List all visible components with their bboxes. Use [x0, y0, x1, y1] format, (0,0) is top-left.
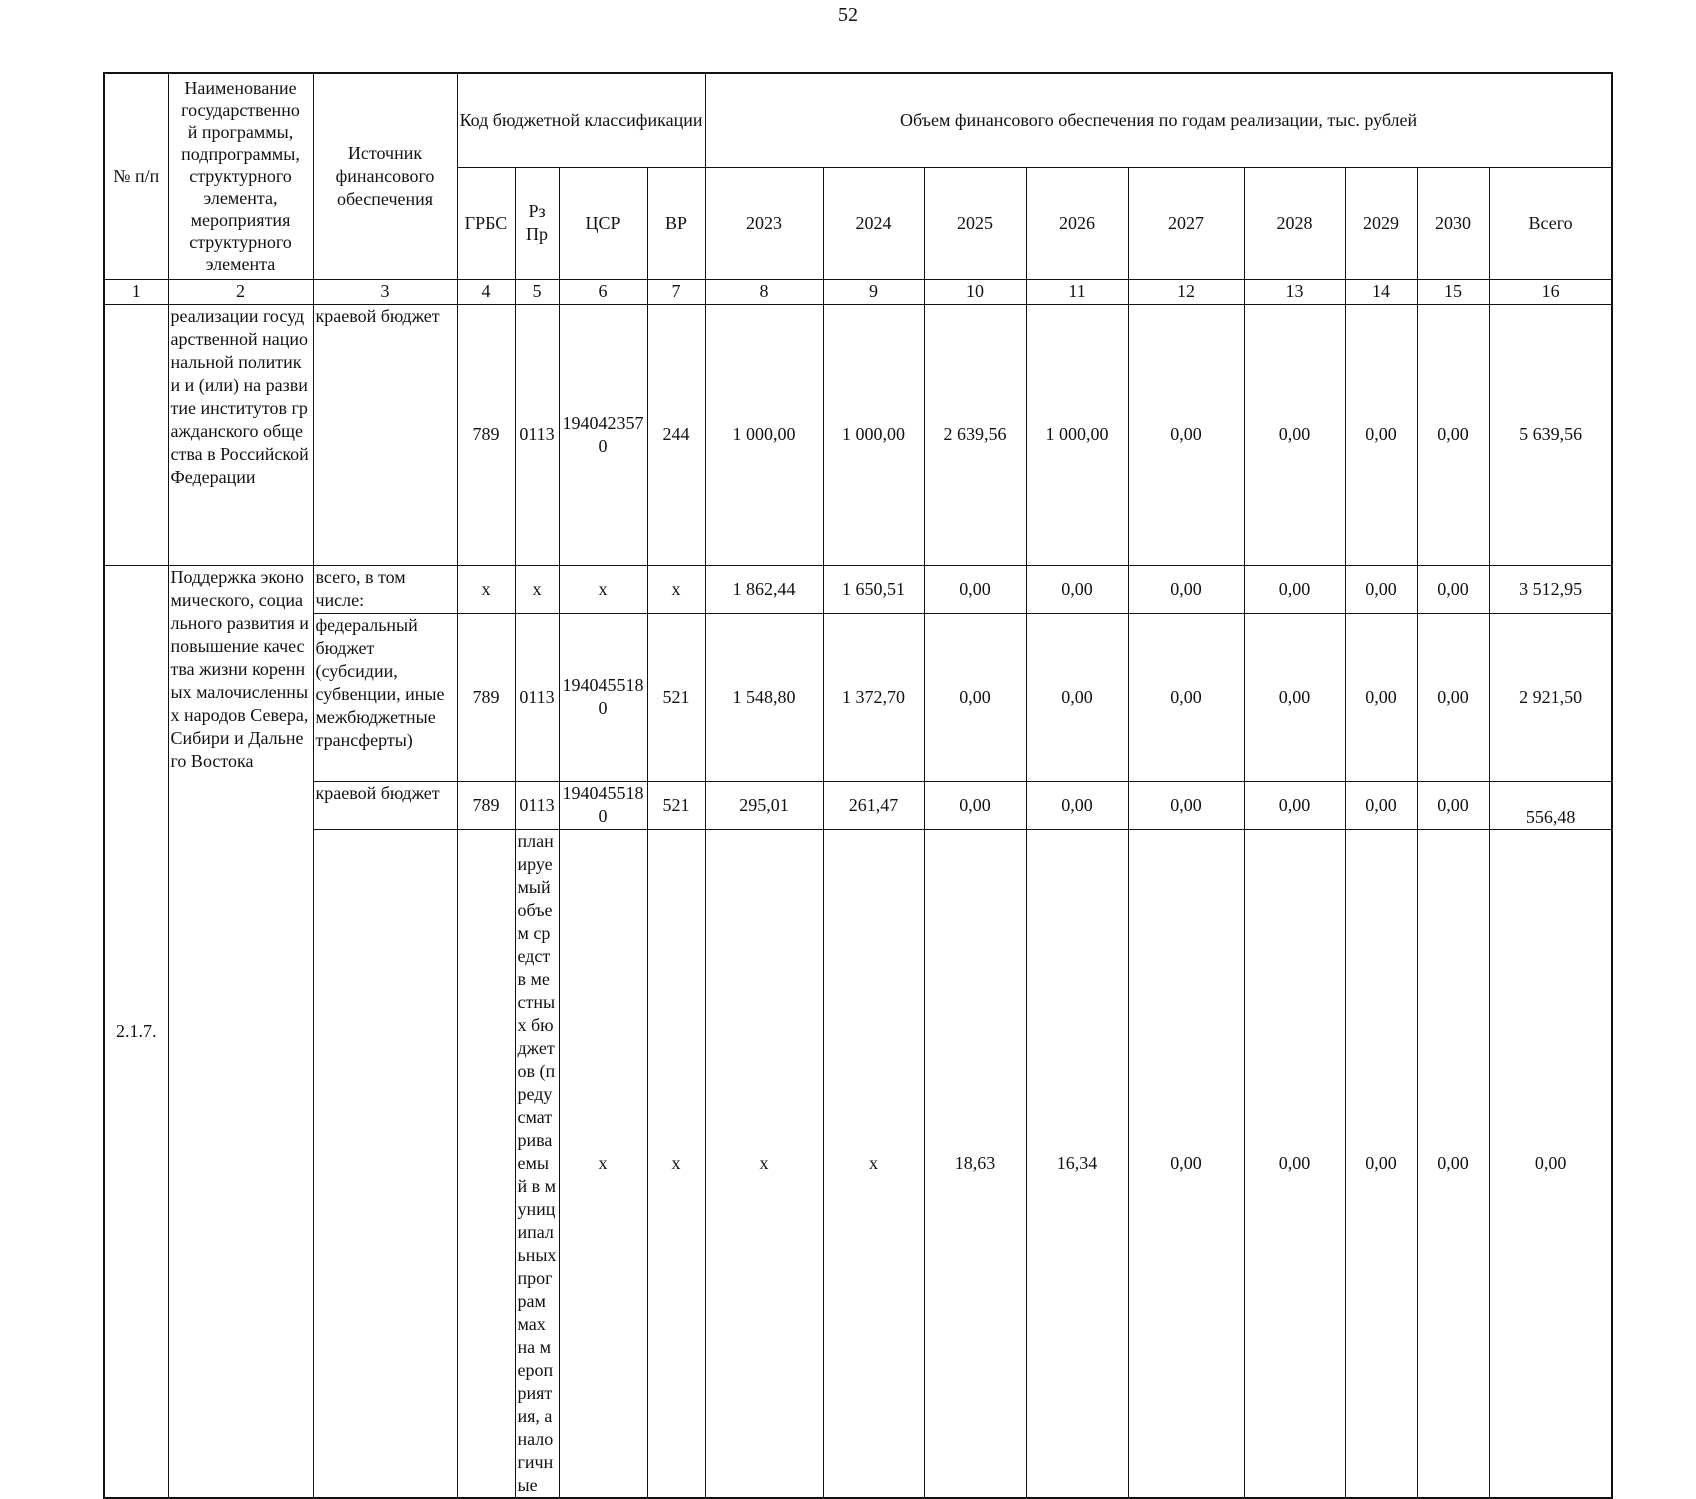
header-name-line: элемента	[205, 254, 276, 275]
header-volume-group: Объем финансового обеспечения по годам реализации, тыс. рублей	[705, 73, 1612, 167]
index-cell: 12	[1128, 279, 1244, 304]
row-num: 2.1.7.	[104, 565, 168, 1498]
header-year: 2025	[924, 167, 1026, 279]
header-name-line: й программы,	[187, 122, 294, 143]
index-cell: 16	[1489, 279, 1612, 304]
cell-value: 0,00	[1128, 565, 1244, 613]
row-source: всего, в том числе:	[313, 565, 457, 613]
index-cell: 10	[924, 279, 1026, 304]
index-cell: 6	[559, 279, 647, 304]
header-rzpr: Рз Пр	[515, 167, 559, 279]
header-year: 2023	[705, 167, 823, 279]
header-vr: ВР	[647, 167, 705, 279]
cell-value: 0,00	[1244, 304, 1345, 565]
index-cell: 15	[1417, 279, 1489, 304]
header-code-group: Код бюджетной классификации	[457, 73, 705, 167]
cell-value: 2 639,56	[924, 304, 1026, 565]
header-row	[104, 73, 1612, 167]
header-grbs: ГРБС	[457, 167, 515, 279]
header-name-line: структурного	[189, 232, 292, 253]
cell-grbs: х	[457, 565, 515, 613]
cell-value: 295,01	[705, 781, 823, 829]
cell-rzpr: 0113	[515, 781, 559, 829]
header-name	[168, 73, 313, 279]
index-cell: 2	[168, 279, 313, 304]
cell-value: 16,34	[1026, 829, 1128, 1498]
cell-vr: х	[823, 829, 924, 1498]
cell-value: 0,00	[1345, 565, 1417, 613]
cell-vr: 521	[647, 613, 705, 781]
index-cell: 3	[313, 279, 457, 304]
header-csr: ЦСР	[559, 167, 647, 279]
cell-value: 0,00	[1417, 304, 1489, 565]
cell-value: 0,00	[924, 781, 1026, 829]
cell-csr: 1940455180	[559, 781, 647, 829]
cell-value: 0,00	[924, 565, 1026, 613]
cell-value: 1 650,51	[823, 565, 924, 613]
cell-value: 261,47	[823, 781, 924, 829]
table-row	[104, 829, 1612, 1498]
budget-table	[103, 72, 1613, 1499]
cell-rzpr: х	[647, 829, 705, 1498]
cell-value: 0,00	[1417, 829, 1489, 1498]
cell-value: 0,00	[1128, 829, 1244, 1498]
cell-value: 0,00	[1345, 781, 1417, 829]
table-row	[104, 304, 1612, 565]
cell-value: 1 000,00	[705, 304, 823, 565]
cell-grbs: 789	[457, 304, 515, 565]
cell-value: 0,00	[924, 613, 1026, 781]
cell-rzpr: 0113	[515, 304, 559, 565]
cell-value: 1 862,44	[705, 565, 823, 613]
table-row	[104, 565, 1612, 613]
cell-rzpr: 0113	[515, 613, 559, 781]
cell-value: 0,00	[1128, 304, 1244, 565]
header-year: 2028	[1244, 167, 1345, 279]
index-cell: 4	[457, 279, 515, 304]
index-cell: 7	[647, 279, 705, 304]
cell-value: 0,00	[1128, 781, 1244, 829]
header-year: 2026	[1026, 167, 1128, 279]
row-source: федеральный бюджет (субсидии, субвенции, иные межбюджетные трансферты)	[313, 613, 457, 781]
cell-csr: х	[559, 565, 647, 613]
cell-csr: 1940423570	[559, 304, 647, 565]
row-num	[104, 304, 168, 565]
cell-value: 1 372,70	[823, 613, 924, 781]
table-row	[104, 781, 1612, 829]
cell-value: 0,00	[1026, 565, 1128, 613]
header-total: Всего	[1489, 167, 1612, 279]
cell-value: 0,00	[1026, 613, 1128, 781]
cell-value: 1 000,00	[823, 304, 924, 565]
index-cell: 1	[104, 279, 168, 304]
row-num	[313, 829, 457, 1498]
header-name-line: структурного	[189, 166, 292, 187]
index-cell: 9	[823, 279, 924, 304]
cell-csr: х	[705, 829, 823, 1498]
cell-total: 2 921,50	[1489, 613, 1612, 781]
cell-csr: 1940455180	[559, 613, 647, 781]
cell-total: 5 639,56	[1489, 304, 1612, 565]
cell-value: 0,00	[1417, 781, 1489, 829]
cell-grbs: 789	[457, 613, 515, 781]
cell-vr: х	[647, 565, 705, 613]
row-source: краевой бюджет	[313, 781, 457, 829]
header-name-line: мероприятия	[190, 210, 291, 231]
cell-value: 1 548,80	[705, 613, 823, 781]
cell-value: 0,00	[1345, 613, 1417, 781]
header-source: Источник финансового обеспечения	[313, 73, 457, 279]
row-name: Поддержка экономического, социального развития и повышение качества жизни коренных малочисленных народов Севера, Сибири и Дальнего Востока	[168, 565, 313, 1498]
header-year: 2030	[1417, 167, 1489, 279]
cell-value: 0,00	[1345, 304, 1417, 565]
index-cell: 11	[1026, 279, 1128, 304]
header-year: 2029	[1345, 167, 1417, 279]
cell-total: 3 512,95	[1489, 565, 1612, 613]
cell-grbs: 789	[457, 781, 515, 829]
cell-vr: 521	[647, 781, 705, 829]
cell-value: 18,63	[924, 829, 1026, 1498]
header-name-line: Наименование	[184, 78, 297, 99]
cell-value: 0,00	[1489, 829, 1612, 1498]
cell-value: 0,00	[1244, 829, 1345, 1498]
cell-total: 556,48	[1489, 781, 1612, 829]
index-cell: 8	[705, 279, 823, 304]
row-name	[457, 829, 515, 1498]
cell-value: 1 000,00	[1026, 304, 1128, 565]
row-source: краевой бюджет	[313, 304, 457, 565]
cell-rzpr: х	[515, 565, 559, 613]
cell-value: 0,00	[1417, 565, 1489, 613]
cell-value: 0,00	[1345, 829, 1417, 1498]
cell-vr: 244	[647, 304, 705, 565]
header-name-line: государственно	[181, 100, 300, 121]
index-row	[104, 279, 1612, 304]
cell-value: 0,00	[1244, 781, 1345, 829]
index-cell: 5	[515, 279, 559, 304]
row-name: реализации государственной национальной политики и (или) на развитие институтов гражданского общества в Российской Федерации	[168, 304, 313, 565]
cell-value: 0,00	[1128, 613, 1244, 781]
header-year: 2024	[823, 167, 924, 279]
page-number: 52	[838, 4, 858, 26]
cell-value: 0,00	[1244, 565, 1345, 613]
cell-value: 0,00	[1244, 613, 1345, 781]
row-source: планируемый объем средств местных бюджетов (предусматриваемый в муниципальных программах на мероприятия, аналогичные	[515, 829, 559, 1498]
cell-value: 0,00	[1417, 613, 1489, 781]
index-cell: 14	[1345, 279, 1417, 304]
header-name-line: элемента,	[203, 188, 278, 209]
table-row	[104, 613, 1612, 781]
cell-value: 0,00	[1026, 781, 1128, 829]
header-year: 2027	[1128, 167, 1244, 279]
cell-grbs: х	[559, 829, 647, 1498]
header-num: № п/п	[104, 73, 168, 279]
header-name-line: подпрограммы,	[181, 144, 300, 165]
index-cell: 13	[1244, 279, 1345, 304]
